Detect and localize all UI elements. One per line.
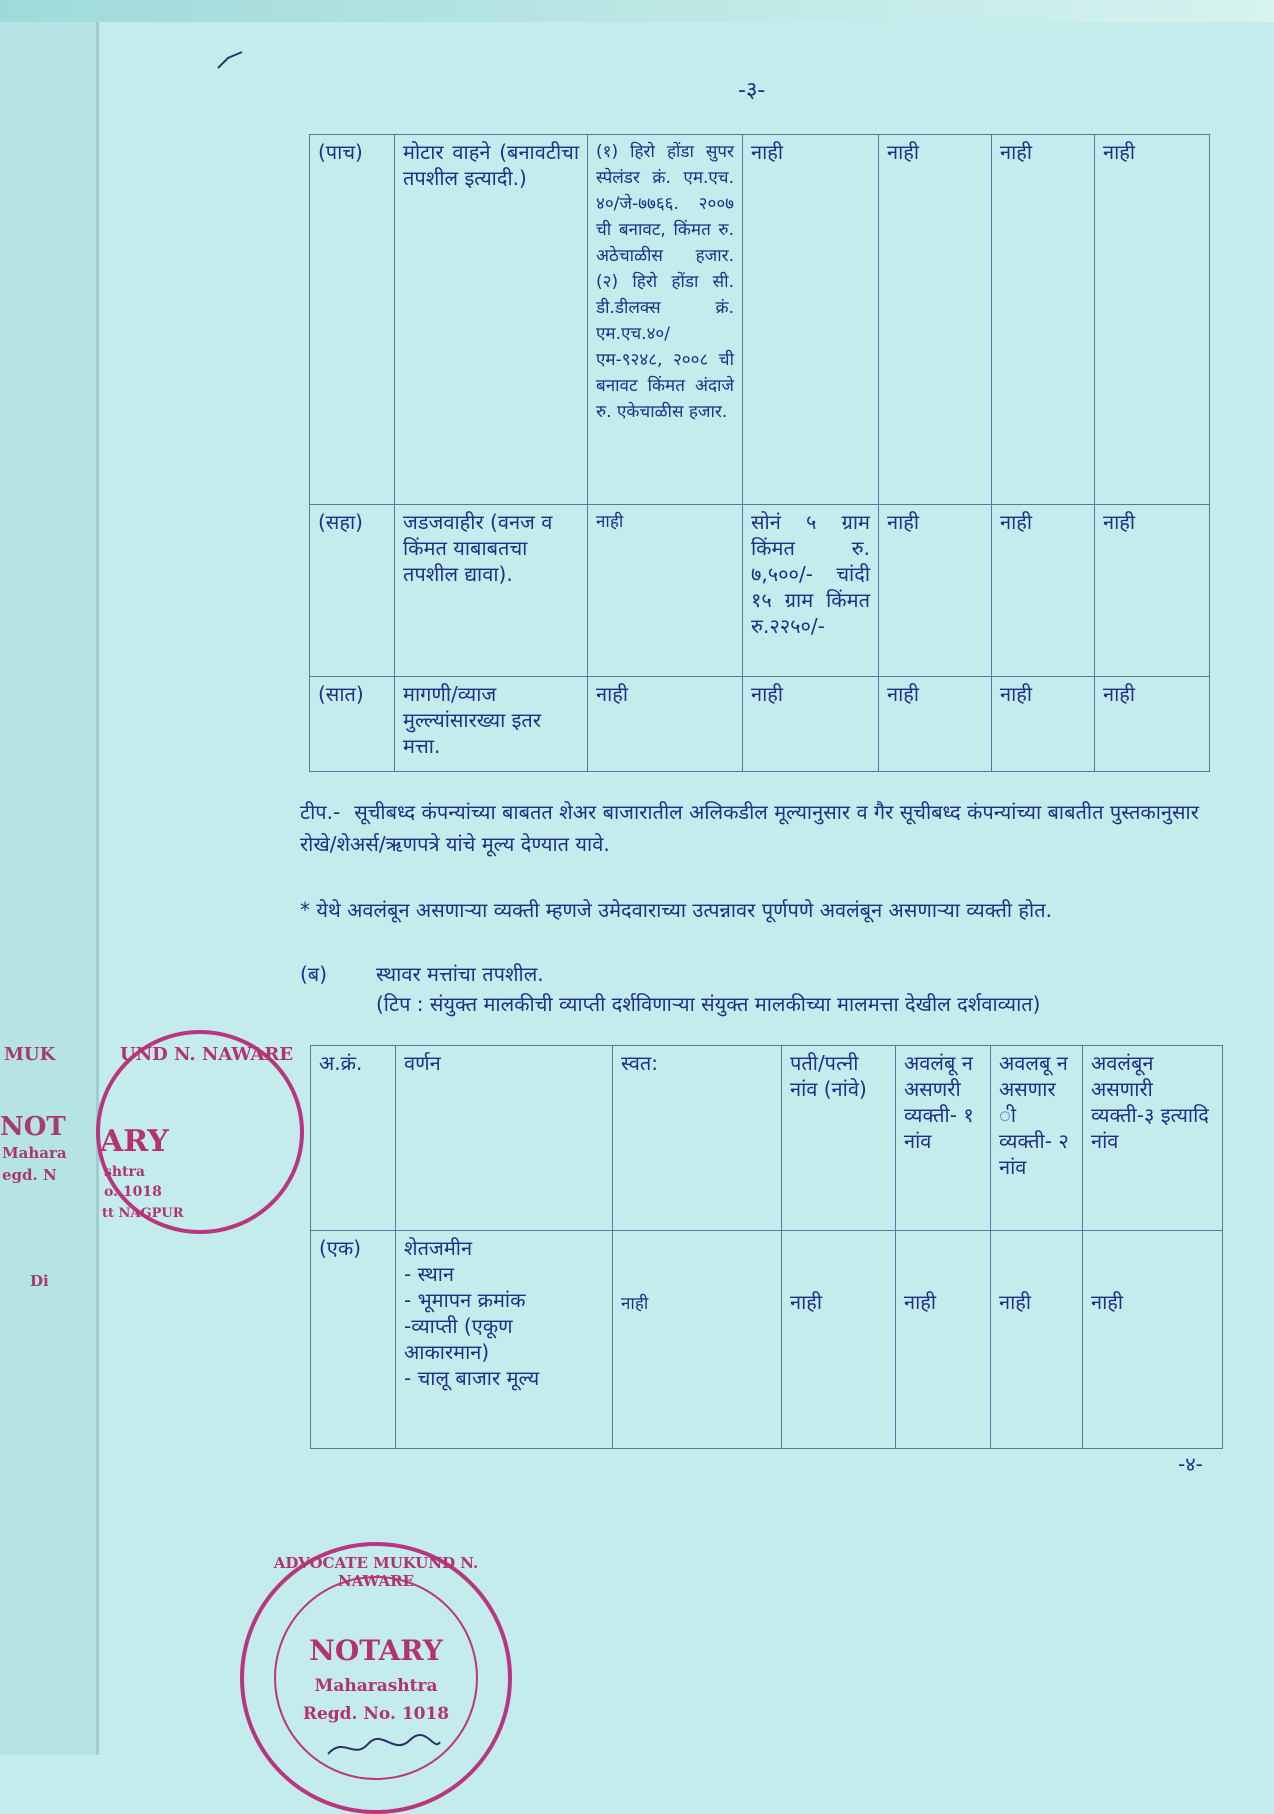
section-b-label: (ब) xyxy=(300,962,328,986)
notary-stamp-title: NOTARY xyxy=(309,1634,443,1667)
spouse-value: नाही xyxy=(743,135,879,505)
spouse-value: नाही xyxy=(743,677,879,772)
dependent1-value: नाही xyxy=(879,135,992,505)
row-number: (सात) xyxy=(310,677,395,772)
self-value: नाही xyxy=(613,1231,782,1449)
self-value: नाही xyxy=(588,505,743,677)
side-notary-stamp xyxy=(96,1030,304,1234)
tip-text: सूचीबध्द कंपन्यांच्या बाबतत शेअर बाजारातील अलिकडील मूल्यानुसार व गैर सूचीबध्द कंपन्यांच्या बाबतीत पुस्तकानुसार रोखे/शेअर्स/ऋणपत्रे यांचे मूल्य देण्यात यावे. xyxy=(300,800,1199,856)
header-dependent1: अवलंबू न असणरी व्यक्ती- १ नांव xyxy=(896,1046,991,1231)
table-row xyxy=(310,505,1210,677)
header-self: स्वत: xyxy=(613,1046,782,1231)
dependent1-value: नाही xyxy=(879,505,992,677)
table-row xyxy=(311,1231,1223,1449)
dependent3-value: नाही xyxy=(1095,135,1210,505)
page-number-bottom: -४- xyxy=(1178,1452,1203,1476)
notary-stamp-reg: Regd. No. 1018 xyxy=(302,1704,450,1724)
description-item: -व्याप्ती (एकूण आकारमान) xyxy=(404,1314,513,1364)
spouse-value: नाही xyxy=(782,1231,896,1449)
description-title: शेतजमीन xyxy=(404,1236,473,1260)
binding-edge xyxy=(96,0,99,1755)
side-stamp-reg: o. 1018 xyxy=(104,1184,162,1200)
dependent3-value: नाही xyxy=(1083,1231,1223,1449)
scan-top-band xyxy=(0,0,1274,22)
left-margin-strip xyxy=(0,0,96,1755)
left-stamp-fragment: MUK NOT Mahara egd. N Di xyxy=(0,1044,67,1290)
dependent2-value: नाही xyxy=(991,1231,1083,1449)
side-stamp-ring-text: UND N. NAWARE xyxy=(120,1044,294,1065)
header-dependent3: अवलंबून असणारी व्यक्ती-३ इत्यादि नांव xyxy=(1083,1046,1223,1231)
row-description: मागणी/व्याज मुल्ल्यांसारख्या इतर मत्ता. xyxy=(395,677,588,772)
dependent2-value: नाही xyxy=(992,505,1095,677)
row-number: (सहा) xyxy=(310,505,395,677)
side-stamp-state: shtra xyxy=(104,1164,145,1180)
dependent3-value: नाही xyxy=(1095,505,1210,677)
self-value: (१) हिरो होंडा सुपर स्पेलंडर क्रं. एम.एच. ४०/जे-७७६६. २००७ ची बनावट, किंमत रु. अठेचाळीस हजार. (२) हिरो होंडा सी. डी.डीलक्स क्रं. एम.एच.४०/ एम-९२४८, २००८ ची बनावट किंमत अंदाजे रु. एकेचाळीस हजार. xyxy=(588,135,743,505)
description-item: - स्थान xyxy=(404,1262,455,1286)
immovable-assets-heading xyxy=(300,958,1240,990)
self-value: नाही xyxy=(588,677,743,772)
notary-signature xyxy=(324,1732,444,1762)
page-number-top: -३- xyxy=(738,78,766,103)
dependent1-value: नाही xyxy=(896,1231,991,1449)
pen-mark xyxy=(216,48,246,72)
header-description: वर्णन xyxy=(396,1046,613,1231)
row-description: जडजवाहीर (वनज व किंमत याबाबतचा तपशील द्यावा). xyxy=(395,505,588,677)
notary-stamp-ring-text: ADVOCATE MUKUND N. NAWARE xyxy=(273,1554,479,1590)
table-row xyxy=(310,677,1210,772)
notary-stamp-state: Maharashtra xyxy=(314,1676,438,1696)
row-description xyxy=(396,1231,613,1449)
row-number: (पाच) xyxy=(310,135,395,505)
side-stamp-title: ARY xyxy=(100,1124,169,1159)
tip-note xyxy=(300,796,1220,860)
description-item: - भूमापन क्रमांक xyxy=(404,1288,526,1312)
header-spouse: पती/पत्नी नांव (नांवे) xyxy=(782,1046,896,1231)
dependent1-value: नाही xyxy=(879,677,992,772)
immovable-assets-subnote: (टिप : संयुक्त मालकीची व्याप्ती दर्शविणाऱ्या संयुक्त मालकीच्या मालमत्ता देखील दर्शवाव्यात) xyxy=(376,992,1041,1016)
header-serial: अ.क्रं. xyxy=(311,1046,396,1231)
dependent2-value: नाही xyxy=(992,677,1095,772)
description-item: - चालू बाजार मूल्य xyxy=(404,1366,540,1390)
dependent-definition-note: * येथे अवलंबून असणाऱ्या व्यक्ती म्हणजे उमेदवाराच्या उत्पन्नावर पूर्णपणे अवलंबून असणाऱ्या व्यक्ती होत. xyxy=(300,898,1052,922)
row-description: मोटार वाहने (बनावटीचा तपशील इत्यादी.) xyxy=(395,135,588,505)
section-b-title: स्थावर मत्तांचा तपशील. xyxy=(376,962,544,986)
header-dependent2: अवलबू न असणार ी व्यक्ती- २ नांव xyxy=(991,1046,1083,1231)
immovable-assets-table xyxy=(310,1045,1223,1449)
dependent2-value: नाही xyxy=(992,135,1095,505)
row-number: (एक) xyxy=(311,1231,396,1449)
notary-stamp xyxy=(240,1542,512,1814)
spouse-value: सोनं ५ ग्राम किंमत रु. ७,५००/- चांदी १५ ग्राम किंमत रु.२२५०/- xyxy=(743,505,879,677)
table-header-row xyxy=(311,1046,1223,1231)
side-stamp-city: tt NAGPUR xyxy=(102,1206,184,1221)
dependent3-value: नाही xyxy=(1095,677,1210,772)
movable-assets-table xyxy=(309,134,1210,772)
table-row xyxy=(310,135,1210,505)
tip-label: टीप.- xyxy=(300,800,341,824)
